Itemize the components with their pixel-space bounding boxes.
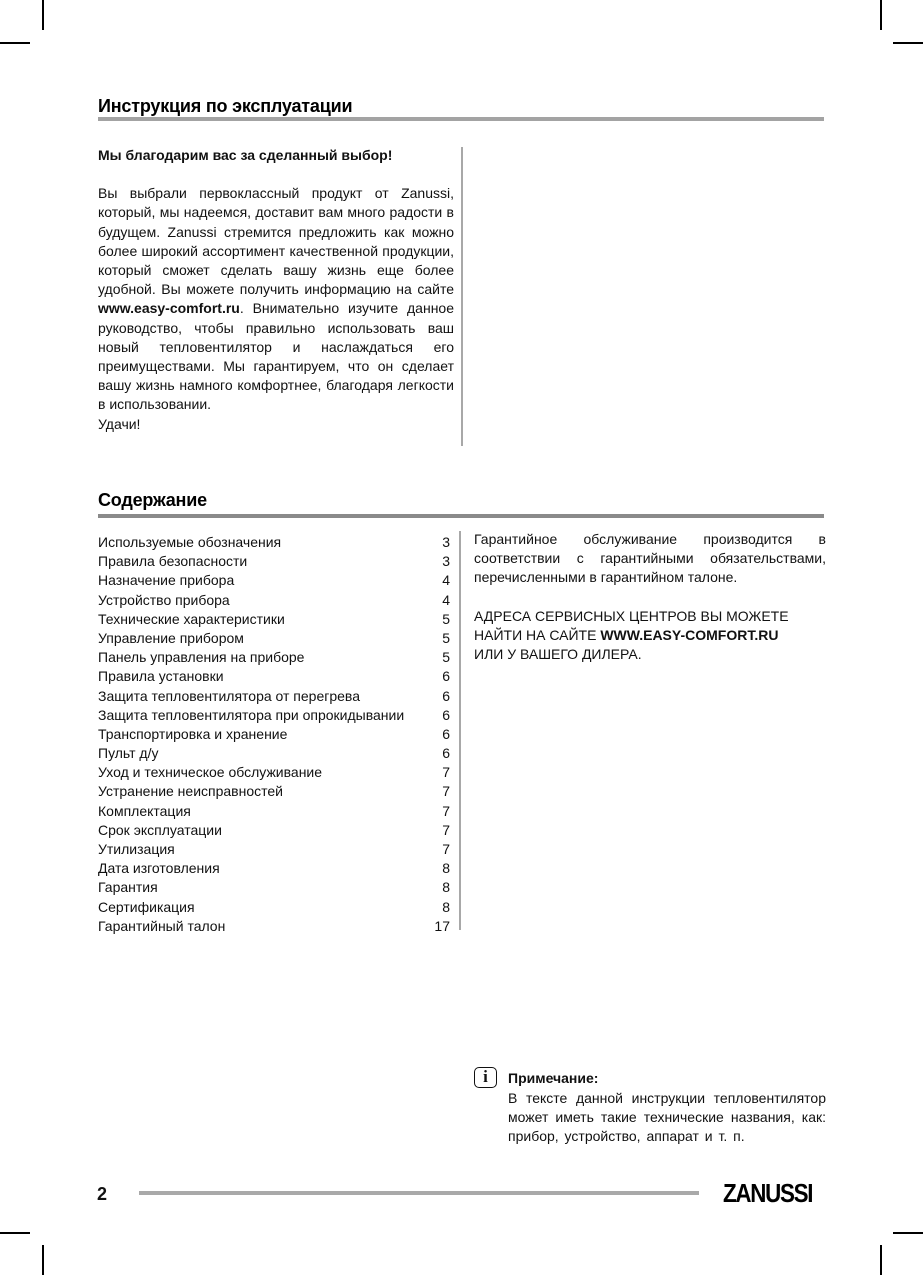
toc-item[interactable] <box>98 821 450 840</box>
toc-item[interactable] <box>98 878 450 897</box>
note-body: В тексте данной инструкции тепловентилятор может иметь такие технические названия, как: прибор, устройство, аппарат и т. п. <box>508 1090 826 1145</box>
toc-item[interactable] <box>98 840 450 859</box>
toc-item-page: 5 <box>442 610 450 627</box>
crop-mark <box>880 0 882 30</box>
warranty-section <box>474 530 826 664</box>
service-line-2-prefix: НАЙТИ НА САЙТЕ <box>474 626 601 643</box>
toc-item[interactable] <box>98 763 450 782</box>
crop-mark <box>893 42 923 44</box>
toc-item-label: Гарантия <box>98 879 158 896</box>
toc-item[interactable] <box>98 667 450 686</box>
toc-item[interactable] <box>98 552 450 571</box>
toc-item-page: 6 <box>442 745 450 762</box>
toc-item-page: 7 <box>442 802 450 819</box>
toc-item-page: 7 <box>442 764 450 781</box>
crop-mark <box>0 1232 30 1234</box>
toc-item-label: Назначение прибора <box>98 572 235 589</box>
toc-item-label: Устройство прибора <box>98 591 230 608</box>
toc-item-label: Управление прибором <box>98 629 244 646</box>
crop-mark <box>42 1245 44 1275</box>
service-centers-info <box>474 607 826 665</box>
column-divider <box>461 147 463 446</box>
toc-item[interactable] <box>98 725 450 744</box>
intro-text-after: . Внимательно изучите данное руководство, чтобы правильно использовать ваш новый тепловентилятор и наслаждаться его преимуществами. Мы гарантируем, что он сделает вашу жизнь намного комфортнее, благодаря легкости в использовании. <box>98 300 454 413</box>
page-title: Инструкция по эксплуатации <box>98 96 353 116</box>
toc-item[interactable] <box>98 917 450 936</box>
toc-item-page: 6 <box>442 725 450 742</box>
brand-logo: ZANUSSI <box>723 1178 813 1208</box>
footer-rule <box>139 1191 699 1195</box>
toc-item[interactable] <box>98 571 450 590</box>
toc-item-page: 6 <box>442 687 450 704</box>
toc-item-page: 5 <box>442 629 450 646</box>
toc-item-label: Дата изготовления <box>98 860 220 877</box>
service-line-2 <box>474 626 826 645</box>
toc-item-page: 3 <box>442 553 450 570</box>
service-line-3: ИЛИ У ВАШЕГО ДИЛЕРА. <box>474 646 642 663</box>
intro-text-before: Вы выбрали первоклассный продукт от Zanussi, который, мы надеемся, доставит вам много радости в будущем. Zanussi стремится предложить как можно более широкий ассортимент качественной продукции, который сможет сделать вашу жизнь еще более удобной. Вы можете получить информацию на сайте <box>98 185 454 298</box>
contents-rule <box>98 514 824 518</box>
toc-item-label: Защита тепловентилятора от перегрева <box>98 687 360 704</box>
toc-item-label: Гарантийный талон <box>98 917 226 934</box>
toc-item-label: Пульт д/у <box>98 745 159 762</box>
intro-closing: Удачи! <box>98 415 141 432</box>
toc-item-label: Панель управления на приборе <box>98 649 305 666</box>
toc-item[interactable] <box>98 591 450 610</box>
note-title: Примечание: <box>508 1070 599 1086</box>
toc-item[interactable] <box>98 706 450 725</box>
service-website-link[interactable]: WWW.EASY-COMFORT.RU <box>600 626 779 643</box>
crop-mark <box>893 1232 923 1234</box>
toc-item-page: 6 <box>442 668 450 685</box>
toc-item-label: Правила установки <box>98 668 224 685</box>
toc-item-page: 7 <box>442 821 450 838</box>
toc-item[interactable] <box>98 629 450 648</box>
toc-item-label: Устранение неисправностей <box>98 783 283 800</box>
toc-item-page: 7 <box>442 783 450 800</box>
toc-item[interactable] <box>98 610 450 629</box>
intro-body <box>98 184 454 414</box>
toc-item-label: Защита тепловентилятора при опрокидывании <box>98 706 405 723</box>
page-number: 2 <box>97 1184 108 1204</box>
toc-item-label: Сертификация <box>98 898 195 915</box>
toc-item-page: 5 <box>442 649 450 666</box>
column-divider <box>459 531 461 930</box>
toc-item[interactable] <box>98 802 450 821</box>
toc-item[interactable] <box>98 744 450 763</box>
warranty-paragraph: Гарантийное обслуживание производится в соответствии с гарантийными обязательствами, перечисленными в гарантийном талоне. <box>474 531 826 586</box>
toc-item-page: 8 <box>442 898 450 915</box>
toc-item[interactable] <box>98 782 450 801</box>
toc-item-label: Уход и техническое обслуживание <box>98 764 323 781</box>
crop-mark <box>0 42 30 44</box>
title-rule <box>98 117 824 121</box>
toc-item-page: 8 <box>442 860 450 877</box>
toc-item-page: 4 <box>442 591 450 608</box>
contents-title: Содержание <box>98 490 207 510</box>
toc-item-page: 7 <box>442 841 450 857</box>
intro-lead: Мы благодарим вас за сделанный выбор! <box>98 147 393 163</box>
service-line-1: АДРЕСА СЕРВИСНЫХ ЦЕНТРОВ ВЫ МОЖЕТЕ <box>474 607 789 624</box>
table-of-contents <box>98 533 450 936</box>
toc-item-label: Комплектация <box>98 802 191 819</box>
toc-item-page: 8 <box>442 879 450 896</box>
toc-item[interactable] <box>98 898 450 917</box>
toc-item-page: 17 <box>434 917 450 934</box>
toc-item[interactable] <box>98 859 450 878</box>
website-link[interactable]: www.easy-comfort.ru <box>98 300 240 317</box>
toc-item[interactable] <box>98 533 450 552</box>
toc-item-label: Транспортировка и хранение <box>98 725 288 742</box>
info-icon: i <box>474 1067 497 1088</box>
toc-item-label: Утилизация <box>98 841 175 857</box>
toc-item-label: Правила безопасности <box>98 553 248 570</box>
crop-mark <box>42 0 44 30</box>
toc-item-page: 4 <box>442 572 450 589</box>
toc-item-page: 6 <box>442 706 450 723</box>
toc-item-label: Срок эксплуатации <box>98 821 222 838</box>
toc-item[interactable] <box>98 687 450 706</box>
intro-section <box>98 146 454 434</box>
toc-item-label: Используемые обозначения <box>98 534 282 550</box>
crop-mark <box>880 1245 882 1275</box>
toc-item[interactable] <box>98 648 450 667</box>
toc-item-label: Технические характеристики <box>98 610 285 627</box>
toc-item-page: 3 <box>442 534 450 550</box>
